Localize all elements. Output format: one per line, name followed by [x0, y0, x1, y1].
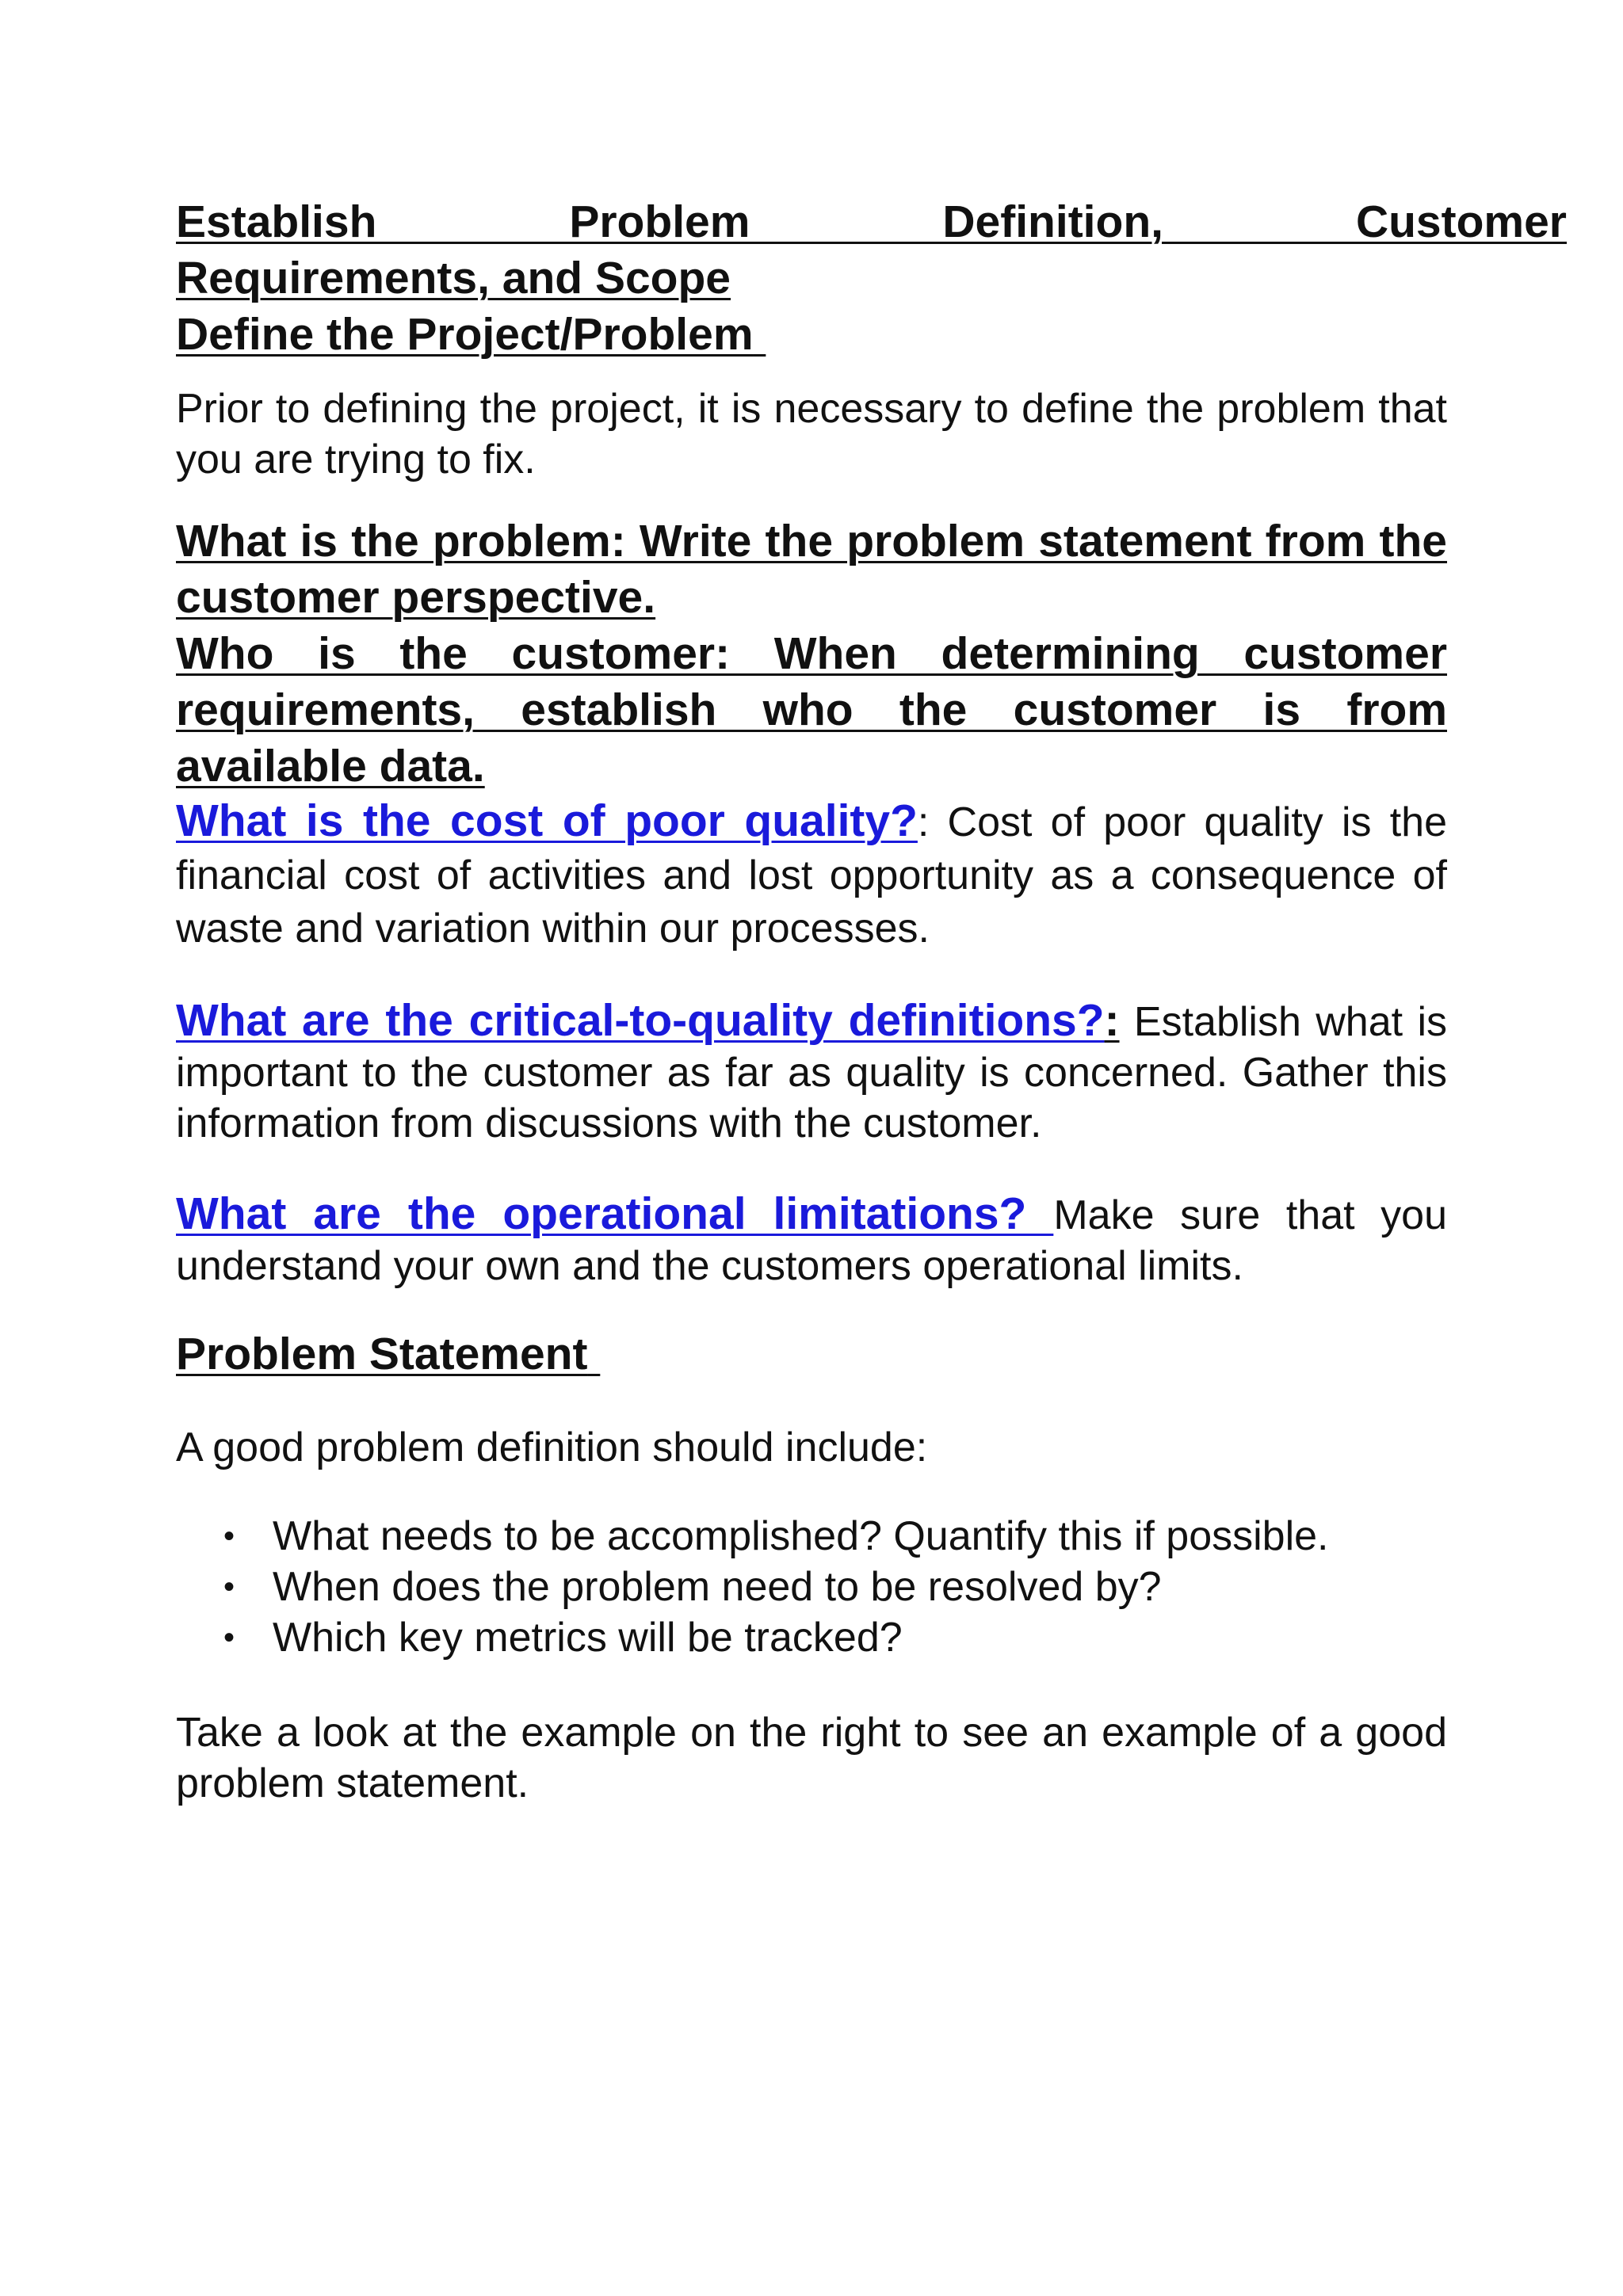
cost-of-poor-quality-link[interactable]: What is the cost of poor quality?: [176, 795, 918, 846]
title-line-1: Establish Problem Definition, Customer: [176, 196, 1567, 247]
cost-of-poor-quality-text: Cost of poor quality is the financial cost of activities and lost opportunity as a consequence of waste and variation within our processes.: [176, 799, 1447, 952]
ctq-paragraph: [176, 995, 1447, 1149]
list-item-text: Which key metrics will be tracked?: [273, 1615, 903, 1661]
define-heading-text: Define the Project/Problem: [176, 309, 754, 360]
list-item: [176, 1511, 1447, 1562]
list-item: [176, 1562, 1447, 1612]
list-item: [176, 1612, 1447, 1663]
problem-definition-list: [176, 1511, 1447, 1663]
bullet-icon: •: [223, 1519, 235, 1554]
ctq-definitions-link[interactable]: What are the critical-to-quality definitions?: [176, 995, 1105, 1046]
list-item-text: When does the problem need to be resolved by?: [273, 1564, 1162, 1610]
bullet-icon: •: [223, 1620, 235, 1655]
problem-statement-heading: [176, 1326, 1447, 1383]
ctq-text: Establish what is important to the customer as far as quality is concerned. Gather this information from discussions with the customer.: [176, 999, 1448, 1146]
intro-paragraph: Prior to defining the project, it is necessary to define the problem that you are trying to fix.: [176, 386, 1447, 482]
ctq-colon: :: [1104, 995, 1120, 1046]
cost-of-poor-quality-paragraph: [176, 795, 1447, 955]
problem-statement-heading-text: Problem Statement: [176, 1329, 588, 1379]
problem-definition-lead: A good problem definition should include:: [176, 1425, 928, 1470]
operational-limitations-paragraph: [176, 1188, 1447, 1291]
define-heading: [176, 307, 1447, 363]
closing-paragraph: Take a look at the example on the right to see an example of a good problem statement.: [176, 1710, 1447, 1806]
problem-question: What is the problem: Write the problem statement from the customer perspective.: [176, 516, 1447, 623]
operational-limitations-text: Make sure that you understand your own and the customers operational limits.: [176, 1192, 1447, 1289]
bullet-icon: •: [223, 1569, 235, 1604]
document-page: [176, 194, 1567, 1809]
list-item-text: What needs to be accomplished? Quantify this if possible.: [273, 1513, 1329, 1559]
operational-limitations-link[interactable]: What are the operational limitations?: [176, 1188, 1054, 1239]
title-line-2: Requirements, and Scope: [176, 253, 731, 303]
customer-question: Who is the customer: When determining customer requirements, establish who the customer is from available data.: [176, 628, 1447, 791]
cost-colon: :: [917, 799, 930, 845]
